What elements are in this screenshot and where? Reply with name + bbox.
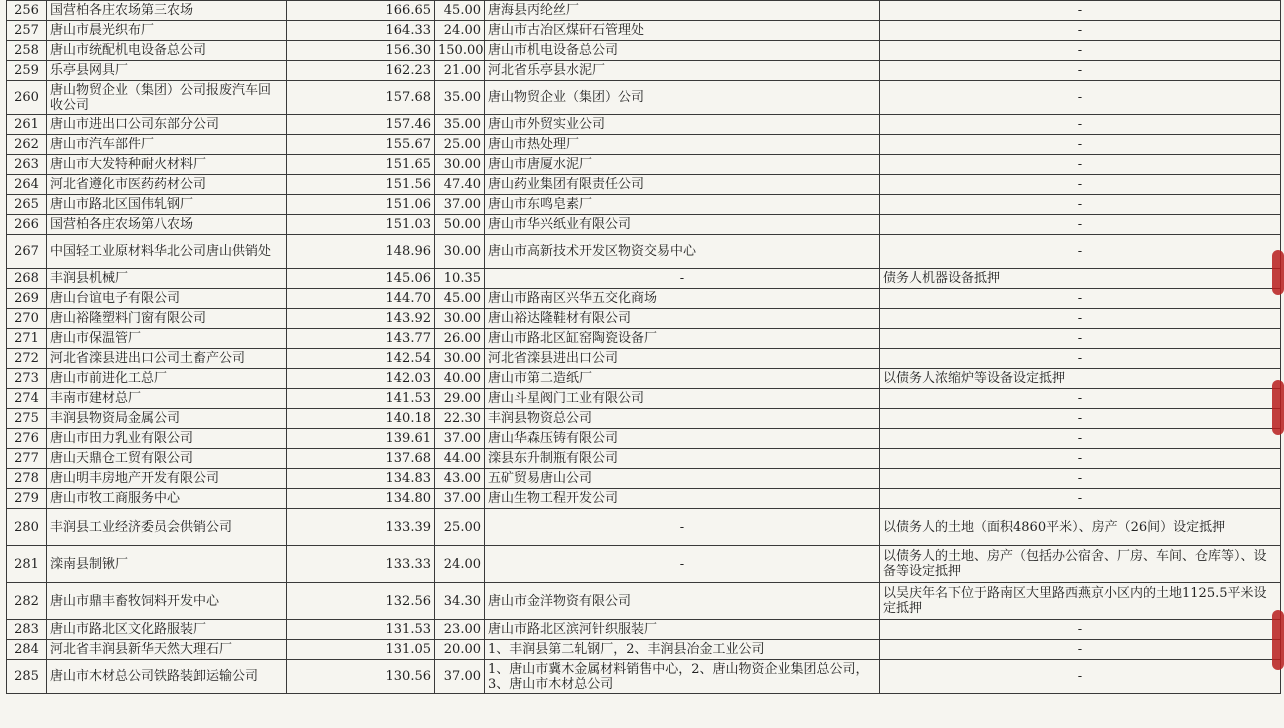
guarantor-name: 唐海县丙纶丝厂 (485, 1, 880, 21)
debtor-name: 国营柏各庄农场第三农场 (47, 1, 287, 21)
claim-amount: 155.67 (287, 135, 435, 155)
row-number: 285 (7, 660, 47, 694)
debtor-name: 乐亭县网具厂 (47, 61, 287, 81)
collateral-note: - (880, 135, 1281, 155)
debtor-name: 唐山台谊电子有限公司 (47, 289, 287, 309)
red-stain-mark (1272, 380, 1284, 435)
debtor-name: 唐山市统配机电设备总公司 (47, 41, 287, 61)
guarantee-amount: 34.30 (435, 583, 485, 620)
table-row (7, 583, 1281, 620)
guarantor-name: 滦县东升制瓶有限公司 (485, 449, 880, 469)
row-number: 261 (7, 115, 47, 135)
guarantee-amount: 37.00 (435, 195, 485, 215)
debtor-name: 唐山市晨光织布厂 (47, 21, 287, 41)
table-row (7, 449, 1281, 469)
debtor-name: 丰润县机械厂 (47, 269, 287, 289)
collateral-note: - (880, 469, 1281, 489)
collateral-note: - (880, 309, 1281, 329)
debtor-name: 河北省丰润县新华天然大理石厂 (47, 640, 287, 660)
table-row (7, 1, 1281, 21)
guarantor-name: 唐山市华兴纸业有限公司 (485, 215, 880, 235)
table-row (7, 135, 1281, 155)
claim-amount: 151.06 (287, 195, 435, 215)
guarantor-name: 唐山市第二造纸厂 (485, 369, 880, 389)
guarantee-amount: 26.00 (435, 329, 485, 349)
debtor-name: 唐山市前进化工总厂 (47, 369, 287, 389)
debtor-name: 河北省滦县进出口公司土畜产公司 (47, 349, 287, 369)
collateral-note: 债务人机器设备抵押 (880, 269, 1281, 289)
red-stain-mark (1272, 610, 1284, 670)
claim-amount: 133.33 (287, 546, 435, 583)
guarantee-amount: 24.00 (435, 21, 485, 41)
row-number: 256 (7, 1, 47, 21)
guarantor-name: 唐山市热处理厂 (485, 135, 880, 155)
guarantee-amount: 25.00 (435, 509, 485, 546)
guarantor-name: 河北省滦县进出口公司 (485, 349, 880, 369)
table-row (7, 429, 1281, 449)
table-row (7, 469, 1281, 489)
collateral-note: - (880, 429, 1281, 449)
table-row (7, 546, 1281, 583)
guarantor-name: 1、丰润县第二轧钢厂，2、丰润县冶金工业公司 (485, 640, 880, 660)
debtor-name: 唐山市牧工商服务中心 (47, 489, 287, 509)
row-number: 276 (7, 429, 47, 449)
row-number: 275 (7, 409, 47, 429)
guarantee-amount: 22.30 (435, 409, 485, 429)
guarantor-name: 唐山市路北区缸窑陶瓷设备厂 (485, 329, 880, 349)
guarantee-amount: 40.00 (435, 369, 485, 389)
table-row (7, 195, 1281, 215)
debtor-name: 唐山市木材总公司铁路装卸运输公司 (47, 660, 287, 694)
claims-table-sheet (6, 0, 1280, 694)
table-row (7, 309, 1281, 329)
table-row (7, 235, 1281, 269)
claim-amount: 132.56 (287, 583, 435, 620)
table-row (7, 660, 1281, 694)
claim-amount: 164.33 (287, 21, 435, 41)
collateral-note: - (880, 620, 1281, 640)
guarantor-name: 唐山华森压铸有限公司 (485, 429, 880, 449)
table-row (7, 289, 1281, 309)
row-number: 262 (7, 135, 47, 155)
table-row (7, 81, 1281, 115)
table-row (7, 509, 1281, 546)
guarantee-amount: 47.40 (435, 175, 485, 195)
table-row (7, 389, 1281, 409)
claim-amount: 140.18 (287, 409, 435, 429)
guarantor-name: 丰润县物资总公司 (485, 409, 880, 429)
guarantee-amount: 23.00 (435, 620, 485, 640)
table-row (7, 155, 1281, 175)
guarantee-amount: 37.00 (435, 429, 485, 449)
debtor-name: 国营柏各庄农场第八农场 (47, 215, 287, 235)
table-row (7, 620, 1281, 640)
table-row (7, 349, 1281, 369)
row-number: 279 (7, 489, 47, 509)
claims-table (6, 0, 1281, 694)
guarantor-name: 1、唐山市冀木金属材料销售中心，2、唐山物资企业集团总公司，3、唐山市木材总公司 (485, 660, 880, 694)
row-number: 260 (7, 81, 47, 115)
guarantor-name: 唐山市东鸣皂素厂 (485, 195, 880, 215)
claim-amount: 141.53 (287, 389, 435, 409)
row-number: 272 (7, 349, 47, 369)
guarantor-name: 唐山市唐厦水泥厂 (485, 155, 880, 175)
collateral-note: - (880, 41, 1281, 61)
guarantor-name: 唐山市外贸实业公司 (485, 115, 880, 135)
row-number: 273 (7, 369, 47, 389)
collateral-note: - (880, 1, 1281, 21)
collateral-note: - (880, 175, 1281, 195)
row-number: 281 (7, 546, 47, 583)
table-row (7, 115, 1281, 135)
debtor-name: 丰润县工业经济委员会供销公司 (47, 509, 287, 546)
collateral-note: - (880, 21, 1281, 41)
debtor-name: 唐山市田力乳业有限公司 (47, 429, 287, 449)
guarantee-amount: 25.00 (435, 135, 485, 155)
collateral-note: - (880, 660, 1281, 694)
row-number: 263 (7, 155, 47, 175)
debtor-name: 唐山市保温管厂 (47, 329, 287, 349)
row-number: 265 (7, 195, 47, 215)
red-stain-mark (1272, 250, 1284, 295)
table-row (7, 489, 1281, 509)
guarantor-name: 唐山市金洋物资有限公司 (485, 583, 880, 620)
collateral-note: - (880, 449, 1281, 469)
claim-amount: 142.03 (287, 369, 435, 389)
table-row (7, 21, 1281, 41)
table-row (7, 175, 1281, 195)
claim-amount: 134.83 (287, 469, 435, 489)
row-number: 284 (7, 640, 47, 660)
guarantor-name: 唐山市古冶区煤矸石管理处 (485, 21, 880, 41)
claims-table-body (7, 1, 1281, 694)
row-number: 266 (7, 215, 47, 235)
claim-amount: 144.70 (287, 289, 435, 309)
row-number: 270 (7, 309, 47, 329)
debtor-name: 唐山市路北区文化路服装厂 (47, 620, 287, 640)
guarantor-name: 唐山市路北区滨河针织服装厂 (485, 620, 880, 640)
guarantee-amount: 37.00 (435, 489, 485, 509)
table-row (7, 329, 1281, 349)
collateral-note: - (880, 640, 1281, 660)
collateral-note: - (880, 289, 1281, 309)
row-number: 267 (7, 235, 47, 269)
debtor-name: 唐山裕隆塑料门窗有限公司 (47, 309, 287, 329)
debtor-name: 唐山天鼎仓工贸有限公司 (47, 449, 287, 469)
row-number: 264 (7, 175, 47, 195)
guarantee-amount: 50.00 (435, 215, 485, 235)
table-row (7, 409, 1281, 429)
debtor-name: 唐山市鼎丰畜牧饲料开发中心 (47, 583, 287, 620)
guarantee-amount: 30.00 (435, 235, 485, 269)
guarantor-name: 唐山物贸企业（集团）公司 (485, 81, 880, 115)
debtor-name: 唐山市路北区国伟轧钢厂 (47, 195, 287, 215)
row-number: 282 (7, 583, 47, 620)
claim-amount: 131.05 (287, 640, 435, 660)
claim-amount: 148.96 (287, 235, 435, 269)
debtor-name: 滦南县制锹厂 (47, 546, 287, 583)
collateral-note: - (880, 115, 1281, 135)
collateral-note: - (880, 155, 1281, 175)
collateral-note: 以吴庆年名下位于路南区大里路西燕京小区内的土地1125.5平米设定抵押 (880, 583, 1281, 620)
row-number: 277 (7, 449, 47, 469)
guarantor-name: 唐山药业集团有限责任公司 (485, 175, 880, 195)
guarantee-amount: 35.00 (435, 115, 485, 135)
debtor-name: 丰南市建材总厂 (47, 389, 287, 409)
guarantee-amount: 30.00 (435, 349, 485, 369)
row-number: 269 (7, 289, 47, 309)
guarantor-name: 唐山市高新技术开发区物资交易中心 (485, 235, 880, 269)
claim-amount: 133.39 (287, 509, 435, 546)
collateral-note: - (880, 329, 1281, 349)
collateral-note: 以债务人浓缩炉等设备设定抵押 (880, 369, 1281, 389)
debtor-name: 河北省遵化市医药药材公司 (47, 175, 287, 195)
row-number: 278 (7, 469, 47, 489)
debtor-name: 唐山明丰房地产开发有限公司 (47, 469, 287, 489)
claim-amount: 162.23 (287, 61, 435, 81)
guarantee-amount: 45.00 (435, 1, 485, 21)
debtor-name: 唐山市进出口公司东部分公司 (47, 115, 287, 135)
row-number: 274 (7, 389, 47, 409)
debtor-name: 唐山市汽车部件厂 (47, 135, 287, 155)
guarantee-amount: 35.00 (435, 81, 485, 115)
guarantor-name: 唐山市路南区兴华五交化商场 (485, 289, 880, 309)
guarantee-amount: 30.00 (435, 309, 485, 329)
guarantor-name: - (485, 546, 880, 583)
collateral-note: - (880, 215, 1281, 235)
claim-amount: 137.68 (287, 449, 435, 469)
collateral-note: - (880, 409, 1281, 429)
guarantee-amount: 30.00 (435, 155, 485, 175)
guarantee-amount: 44.00 (435, 449, 485, 469)
row-number: 258 (7, 41, 47, 61)
guarantee-amount: 21.00 (435, 61, 485, 81)
claim-amount: 157.46 (287, 115, 435, 135)
debtor-name: 唐山市大发特种耐火材料厂 (47, 155, 287, 175)
claim-amount: 139.61 (287, 429, 435, 449)
guarantee-amount: 37.00 (435, 660, 485, 694)
claim-amount: 166.65 (287, 1, 435, 21)
guarantor-name: 唐山裕达隆鞋材有限公司 (485, 309, 880, 329)
row-number: 280 (7, 509, 47, 546)
guarantor-name: - (485, 269, 880, 289)
guarantee-amount: 20.00 (435, 640, 485, 660)
claim-amount: 156.30 (287, 41, 435, 61)
claim-amount: 130.56 (287, 660, 435, 694)
claim-amount: 151.56 (287, 175, 435, 195)
guarantor-name: 五矿贸易唐山公司 (485, 469, 880, 489)
claim-amount: 134.80 (287, 489, 435, 509)
claim-amount: 145.06 (287, 269, 435, 289)
claim-amount: 131.53 (287, 620, 435, 640)
guarantor-name: 唐山生物工程开发公司 (485, 489, 880, 509)
debtor-name: 中国轻工业原材料华北公司唐山供销处 (47, 235, 287, 269)
guarantee-amount: 150.00 (435, 41, 485, 61)
row-number: 257 (7, 21, 47, 41)
claim-amount: 142.54 (287, 349, 435, 369)
collateral-note: - (880, 81, 1281, 115)
claim-amount: 151.65 (287, 155, 435, 175)
row-number: 259 (7, 61, 47, 81)
collateral-note: 以债务人的土地、房产（包括办公宿舍、厂房、车间、仓库等）、设备等设定抵押 (880, 546, 1281, 583)
guarantee-amount: 45.00 (435, 289, 485, 309)
claim-amount: 143.77 (287, 329, 435, 349)
table-row (7, 269, 1281, 289)
collateral-note: - (880, 235, 1281, 269)
debtor-name: 丰润县物资局金属公司 (47, 409, 287, 429)
claim-amount: 157.68 (287, 81, 435, 115)
guarantor-name: 河北省乐亭县水泥厂 (485, 61, 880, 81)
guarantor-name: 唐山斗星阀门工业有限公司 (485, 389, 880, 409)
collateral-note: - (880, 61, 1281, 81)
claim-amount: 151.03 (287, 215, 435, 235)
row-number: 283 (7, 620, 47, 640)
collateral-note: - (880, 389, 1281, 409)
collateral-note: - (880, 349, 1281, 369)
guarantee-amount: 29.00 (435, 389, 485, 409)
row-number: 271 (7, 329, 47, 349)
table-row (7, 369, 1281, 389)
guarantee-amount: 24.00 (435, 546, 485, 583)
collateral-note: 以债务人的土地（面积4860平米）、房产（26间）设定抵押 (880, 509, 1281, 546)
table-row (7, 41, 1281, 61)
collateral-note: - (880, 489, 1281, 509)
guarantor-name: - (485, 509, 880, 546)
collateral-note: - (880, 195, 1281, 215)
table-row (7, 61, 1281, 81)
guarantor-name: 唐山市机电设备总公司 (485, 41, 880, 61)
debtor-name: 唐山物贸企业（集团）公司报废汽车回收公司 (47, 81, 287, 115)
guarantee-amount: 43.00 (435, 469, 485, 489)
table-row (7, 215, 1281, 235)
table-row (7, 640, 1281, 660)
guarantee-amount: 10.35 (435, 269, 485, 289)
claim-amount: 143.92 (287, 309, 435, 329)
row-number: 268 (7, 269, 47, 289)
